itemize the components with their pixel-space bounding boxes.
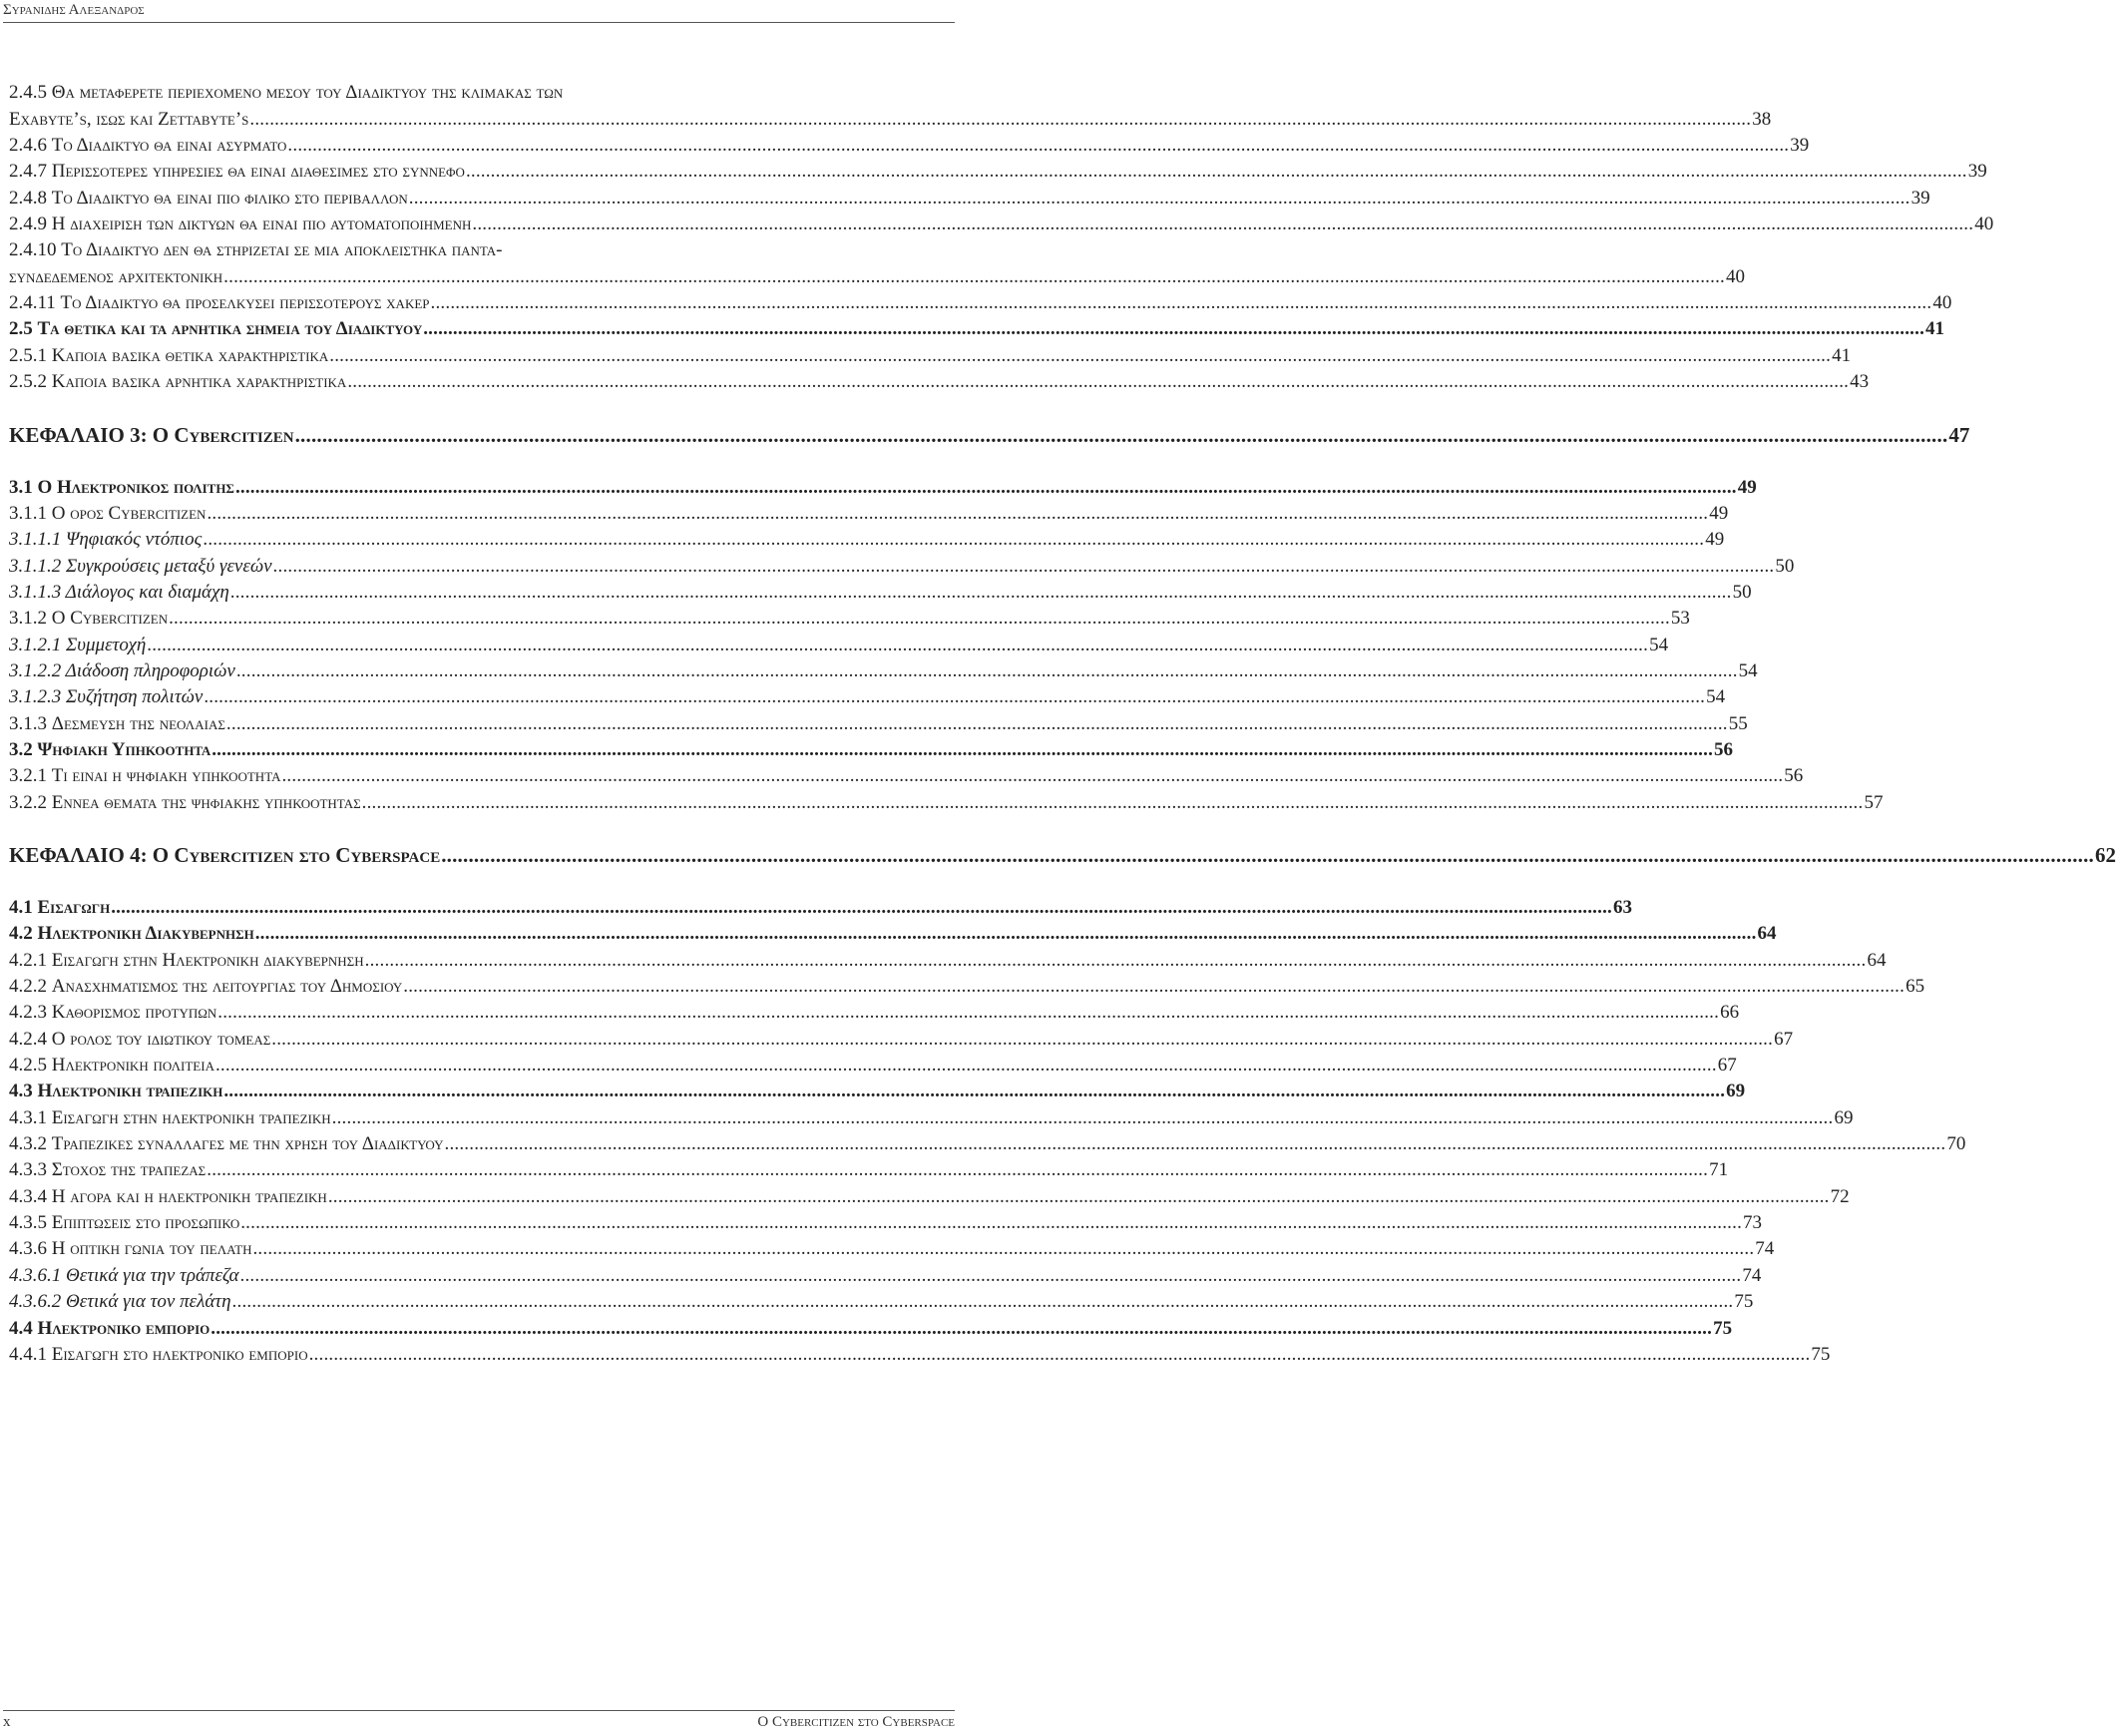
toc-entry-title — [9, 606, 168, 632]
toc-entry[interactable] — [9, 947, 1887, 973]
toc-spacer — [9, 395, 921, 421]
header-rule — [3, 22, 955, 23]
toc-entry-number: 4.3.5 — [9, 1212, 52, 1234]
toc-entry[interactable] — [9, 974, 1925, 1000]
toc-entry-number: 4.2 — [9, 923, 38, 945]
toc-entry-text: Η διαχειριση των δικτυων θα ειναι πιο αυτοματοποιημενη — [51, 214, 472, 235]
toc-entry-title — [9, 159, 465, 185]
toc-entry-text: Ηλεκτρονικη τραπεζικη — [37, 1081, 223, 1102]
toc-entry-number: 4.4.1 — [9, 1343, 52, 1365]
toc-entry-text: Το Διαδικτυο θα ειναι πιο φιλικο στο περιβαλλον — [51, 187, 408, 209]
toc-entry-number: 2.4.11 — [9, 292, 61, 314]
toc-entry-number: 3.1 — [9, 476, 38, 498]
toc-entry-title — [9, 501, 206, 527]
toc-dot-leader — [147, 633, 1648, 658]
toc-entry-title — [9, 921, 254, 947]
toc-entry-number: 4.2.3 — [9, 1002, 52, 1024]
toc-entry-title — [9, 1184, 327, 1210]
toc-entry-text: Θετικά για την τράπεζα — [66, 1264, 239, 1286]
toc-page-number: 72 — [1830, 1185, 1850, 1207]
toc-dot-leader — [403, 974, 1904, 1000]
toc-entry-number: 3.2.1 — [9, 765, 52, 787]
toc-entry-title — [9, 1131, 444, 1157]
toc-entry-text: Στοχος της τραπεζας — [51, 1159, 207, 1181]
toc-page-number: 49 — [1709, 502, 1729, 524]
toc-entry[interactable] — [9, 1000, 1740, 1026]
toc-entry[interactable] — [9, 263, 1745, 289]
toc-entry-number: 4.4 — [9, 1317, 38, 1339]
toc-dot-leader — [240, 1263, 1742, 1289]
toc-entry[interactable] — [9, 1104, 1854, 1130]
toc-entry-text: Συμμετοχή — [66, 634, 147, 655]
toc-dot-leader — [441, 842, 2094, 868]
toc-entry-number: 2.4.9 — [9, 214, 52, 235]
toc-section-entry[interactable] — [9, 316, 1945, 342]
toc-dot-leader — [295, 422, 1948, 448]
toc-entry-text: Τα θετικα και τα αρνητικα σημεια του Διαδικτυου — [37, 318, 423, 340]
toc-entry-title — [9, 1316, 210, 1342]
toc-entry-text: Δεσμευση της νεολαιας — [51, 712, 225, 734]
toc-section-entry[interactable] — [9, 921, 1777, 947]
toc-entry-number: 3.2 — [9, 738, 38, 760]
toc-entry-text: Διάδοση πληροφοριών — [65, 659, 235, 681]
toc-entry-title — [9, 974, 402, 1000]
toc-spacer — [9, 816, 921, 842]
toc-entry[interactable] — [9, 1157, 1729, 1183]
toc-entry[interactable] — [9, 763, 1804, 789]
toc-entry[interactable] — [9, 80, 921, 106]
toc-page-number: 40 — [1725, 265, 1745, 287]
toc-entry[interactable] — [9, 710, 1748, 736]
toc-page-number: 50 — [1732, 581, 1752, 603]
toc-entry[interactable] — [9, 237, 921, 263]
toc-dot-leader — [273, 554, 1775, 580]
toc-entry-number: 2.4.5 — [9, 82, 52, 104]
toc-entry-title — [9, 1157, 206, 1183]
toc-entry-text: Θα μεταφερετε περιεχομενο μεσου του Διαδικτυου της κλιμακας των — [51, 82, 564, 104]
toc-page-number: 39 — [1910, 187, 1930, 209]
toc-dot-leader — [111, 895, 1612, 921]
toc-entry-number: 4.2.4 — [9, 1028, 52, 1050]
toc-entry-number: 4.3.3 — [9, 1159, 52, 1181]
toc-entry-number: 4.3 — [9, 1081, 38, 1102]
toc-entry-number: 4.3.2 — [9, 1133, 52, 1155]
toc-entry-text: Το Διαδικτυο θα ειναι ασυρματο — [51, 135, 287, 157]
toc-dot-leader — [472, 212, 1973, 237]
toc-entry-title — [9, 763, 280, 789]
toc-entry[interactable] — [9, 1210, 1763, 1236]
toc-entry-title — [9, 580, 229, 606]
toc-dot-leader — [329, 343, 1831, 369]
toc-entry-number: 4.3.6.2 — [9, 1291, 66, 1313]
toc-entry-number: 2.5.1 — [9, 344, 52, 366]
toc-dot-leader — [249, 107, 1751, 133]
toc-entry[interactable] — [9, 658, 1758, 684]
toc-page-number: 54 — [1706, 686, 1726, 708]
toc-page-number: 43 — [1850, 371, 1870, 393]
toc-entry[interactable] — [9, 1183, 1850, 1209]
toc-page-number: 64 — [1867, 949, 1887, 971]
toc-entry-title — [9, 1263, 239, 1289]
toc-entry[interactable] — [9, 1236, 1775, 1262]
toc-entry-text: Ο ρολος του ιδιωτικου τομεας — [51, 1028, 271, 1050]
toc-entry-text: συνδεδεμενος αρχιτεκτονικη — [9, 265, 223, 287]
toc-entry-number: 2.5.2 — [9, 371, 52, 393]
toc-entry-number: 2.4.6 — [9, 135, 52, 157]
toc-entry[interactable] — [9, 1262, 1762, 1288]
toc-page-number: 69 — [1834, 1106, 1854, 1128]
toc-chapter-entry[interactable] — [9, 421, 1970, 447]
toc-entry[interactable] — [9, 1131, 1966, 1157]
toc-entry-title — [9, 1342, 308, 1368]
toc-entry-text: Ο Ηλεκτρονικος πολιτης — [37, 476, 234, 498]
toc-entry-number: 3.1.2.2 — [9, 659, 66, 681]
toc-entry-title — [9, 264, 222, 290]
toc-entry-number: 4.3.1 — [9, 1106, 52, 1128]
toc-entry-text: Ηλεκτρονικο εμποριο — [37, 1317, 211, 1339]
toc-entry-number: 4.2.1 — [9, 949, 52, 971]
toc-entry[interactable] — [9, 606, 1690, 632]
toc-dot-leader — [204, 684, 1705, 710]
toc-entry[interactable] — [9, 1289, 1754, 1315]
toc-entry-text: Εννεα θεματα της ψηφιακης υπηκοοτητας — [51, 791, 361, 813]
toc-section-entry[interactable] — [9, 1315, 1733, 1341]
toc-entry-number: 4.2.5 — [9, 1055, 52, 1077]
toc-page-number: 41 — [1832, 344, 1852, 366]
toc-section-entry[interactable] — [9, 737, 1734, 763]
toc-entry[interactable] — [9, 1053, 1737, 1079]
toc-entry-number: 3.1.1.1 — [9, 529, 66, 551]
toc-page-number: 70 — [1946, 1133, 1966, 1155]
toc-entry-title — [9, 842, 440, 868]
toc-entry[interactable] — [9, 342, 1852, 368]
toc-page-number: 69 — [1726, 1081, 1746, 1102]
toc-dot-leader — [332, 1105, 1834, 1131]
toc-page-number: 40 — [1932, 292, 1952, 314]
toc-page-number: 73 — [1743, 1212, 1763, 1234]
toc-page-number: 64 — [1757, 923, 1777, 945]
running-header — [3, 2, 145, 19]
toc-entry-text: Ο ορος Cybercitizen — [51, 502, 207, 524]
toc-entry[interactable] — [9, 1342, 1831, 1368]
toc-dot-leader — [255, 921, 1757, 947]
toc-entry[interactable] — [9, 185, 1930, 211]
toc-dot-leader — [235, 475, 1737, 501]
toc-entry[interactable] — [9, 632, 1669, 657]
toc-entry-title — [9, 633, 146, 658]
toc-entry[interactable] — [9, 1026, 1794, 1052]
toc-page-number: 54 — [1649, 634, 1669, 655]
toc-page-number: 39 — [1790, 135, 1810, 157]
toc-entry-text: Εισαγωγη στην Ηλεκτρονικη διακυβερνηση — [51, 949, 364, 971]
toc-page-number: 50 — [1775, 555, 1795, 577]
toc-entry-text: Ηλεκτρονικη Διακυβερνηση — [37, 923, 254, 945]
toc-dot-leader — [466, 159, 1967, 185]
toc-entry-number: 2.4.10 — [9, 239, 62, 261]
toc-entry-title — [9, 1105, 331, 1131]
toc-page-number: 66 — [1720, 1002, 1740, 1024]
toc-page-number: 67 — [1717, 1055, 1737, 1077]
toc-entry[interactable] — [9, 290, 1952, 316]
toc-entry-text: Ψηφιακη Υπηκοοτητα — [37, 738, 212, 760]
toc-entry-text: Εισαγωγη — [37, 897, 111, 918]
toc-entry-text: Εισαγωγη στην ηλεκτρονικη τραπεζικη — [51, 1106, 331, 1128]
toc-entry-title — [9, 343, 328, 369]
toc-page-number: 49 — [1705, 529, 1725, 551]
toc-entry-number: 2.5 — [9, 318, 38, 340]
toc-dot-leader — [423, 316, 1924, 342]
toc-dot-leader — [236, 658, 1738, 684]
footer-page-number: x — [3, 1714, 11, 1730]
toc-page-number: 40 — [1974, 214, 1994, 235]
toc-page-number: 62 — [2095, 843, 2116, 868]
toc-entry-text: ΚΕΦΑΛΑΙΟ 3: Ο Cybercitizen — [9, 422, 294, 447]
toc-page-number: 53 — [1670, 608, 1690, 630]
toc-entry-number: 3.1.1.3 — [9, 581, 66, 603]
toc-entry-number: 3.1.2.3 — [9, 686, 66, 708]
toc-entry-title — [9, 80, 563, 106]
toc-dot-leader — [409, 186, 1910, 212]
toc-dot-leader — [271, 1027, 1773, 1053]
toc-page-number: 49 — [1737, 476, 1757, 498]
toc-entry-title — [9, 237, 502, 263]
toc-page-number: 57 — [1864, 791, 1884, 813]
toc-dot-leader — [362, 790, 1864, 816]
toc-entry-text: Ηλεκτρονικη πολιτεια — [51, 1055, 214, 1077]
toc-entry-text: Διάλογος και διαμάχη — [65, 581, 229, 603]
toc-entry-text: Τραπεζικες συναλλαγες με την χρηση του Διαδικτυου — [51, 1133, 444, 1155]
toc-entry-number: 3.1.2.1 — [9, 634, 66, 655]
toc-dot-leader — [226, 711, 1728, 737]
toc-dot-leader — [252, 1236, 1754, 1262]
toc-entry-number: 4.3.6.1 — [9, 1264, 66, 1286]
toc-entry-number: 2.4.7 — [9, 161, 52, 183]
toc-dot-leader — [212, 737, 1713, 763]
toc-entry-title — [9, 475, 234, 501]
footer-rule — [3, 1710, 955, 1711]
toc-entry[interactable] — [9, 553, 1795, 579]
toc-entry-title — [9, 1079, 222, 1104]
toc-dot-leader — [287, 133, 1789, 159]
toc-entry-title — [9, 1053, 214, 1079]
toc-entry-title — [9, 527, 202, 553]
toc-entry[interactable] — [9, 580, 1752, 606]
toc-page-number: 54 — [1738, 659, 1758, 681]
toc-entry-text: Η οπτικη γωνια του πελατη — [51, 1238, 252, 1260]
toc-entry-title — [9, 1000, 216, 1026]
toc-dot-leader — [281, 763, 1783, 789]
toc-entry-title — [9, 369, 346, 395]
toc-entry-number: 3.1.1 — [9, 502, 52, 524]
toc-entry-text: Καποια βασικα αρνητικα χαρακτηριστικα — [51, 371, 347, 393]
toc-dot-leader — [328, 1184, 1830, 1210]
toc-section-entry[interactable] — [9, 1079, 1746, 1104]
toc-entry[interactable] — [9, 369, 1870, 395]
toc-entry-title — [9, 790, 361, 816]
toc-entry[interactable] — [9, 133, 1810, 159]
toc-dot-leader — [431, 290, 1932, 316]
toc-dot-leader — [365, 948, 1867, 974]
toc-dot-leader — [207, 501, 1708, 527]
toc-page-number: 55 — [1728, 712, 1748, 734]
toc-dot-leader — [211, 1316, 1712, 1342]
toc-entry-title — [9, 316, 422, 342]
toc-page-number: 38 — [1752, 108, 1772, 130]
toc-entry-title — [9, 186, 408, 212]
toc-entry-text: Επιπτωσεις στο προσωπικο — [51, 1212, 240, 1234]
toc-entry-number: 3.1.2 — [9, 608, 52, 630]
toc-entry-text: Συζήτηση πολιτών — [66, 686, 204, 708]
toc-entry[interactable] — [9, 159, 1987, 185]
toc-entry-text: Τι ειναι η ψηφιακη υπηκοοτητα — [51, 765, 281, 787]
toc-entry-text: Συγκρούσεις μεταξύ γενεών — [66, 555, 272, 577]
header-author: Συρανιδης Αλεξανδρος — [3, 2, 145, 18]
toc-dot-leader — [445, 1131, 1946, 1157]
toc-page-number: 56 — [1714, 738, 1734, 760]
toc-entry-title — [9, 1236, 251, 1262]
toc-section-entry[interactable] — [9, 895, 1632, 921]
toc-page-number: 47 — [1948, 422, 1970, 447]
toc-entry-number: 4.2.2 — [9, 976, 52, 998]
toc-spacer — [9, 868, 921, 894]
toc-entry-text: Καποια βασικα θετικα χαρακτηριστικα — [51, 344, 329, 366]
toc-dot-leader — [232, 1289, 1734, 1315]
toc-entry-title — [9, 1210, 239, 1236]
toc-dot-leader — [215, 1053, 1717, 1079]
toc-entry-title — [9, 895, 110, 921]
toc-page-number: 74 — [1742, 1264, 1762, 1286]
toc-entry-number: 4.3.4 — [9, 1185, 52, 1207]
toc-dot-leader — [230, 580, 1732, 606]
toc-page-number: 75 — [1734, 1291, 1754, 1313]
toc-entry-number: 3.2.2 — [9, 791, 52, 813]
toc-page-number: 56 — [1784, 765, 1804, 787]
toc-dot-leader — [203, 527, 1704, 553]
toc-entry-title — [9, 1027, 270, 1053]
toc-dot-leader — [309, 1342, 1811, 1368]
toc-entry-text: Περισσοτερες υπηρεσιες θα ειναι διαθεσιμες στο συννεφο — [51, 161, 465, 183]
toc-spacer — [9, 448, 921, 474]
toc-entry-title — [9, 1289, 231, 1315]
toc-entry-title — [9, 711, 225, 737]
toc-entry[interactable] — [9, 106, 1772, 132]
toc-entry[interactable] — [9, 501, 1729, 527]
toc-page-number: 71 — [1709, 1159, 1729, 1181]
toc-page-number: 67 — [1774, 1028, 1794, 1050]
toc-page-number: 74 — [1755, 1238, 1775, 1260]
toc-entry-title — [9, 658, 235, 684]
toc-dot-leader — [207, 1157, 1708, 1183]
toc-entry-title — [9, 554, 272, 580]
toc-entry-number: 3.1.3 — [9, 712, 52, 734]
toc-dot-leader — [240, 1210, 1742, 1236]
toc-page-number: 65 — [1905, 976, 1925, 998]
toc-entry[interactable] — [9, 789, 1884, 815]
toc-entry-text: Ψηφιακός ντόπιος — [66, 529, 203, 551]
toc-entry-text: Καθορισμος προτυπων — [51, 1002, 217, 1024]
toc-page-number: 75 — [1713, 1317, 1733, 1339]
toc-entry-title — [9, 684, 203, 710]
table-of-contents — [9, 80, 2116, 1368]
toc-dot-leader — [169, 606, 1670, 632]
toc-entry-text: Το Διαδικτυο δεν θα στηριζεται σε μια αποκλειστηκα παντα- — [61, 239, 503, 261]
toc-entry[interactable] — [9, 684, 1726, 710]
toc-entry-text: Ο Cybercitizen — [51, 608, 169, 630]
toc-entry-text: Εισαγωγη στο ηλεκτρονικο εμποριο — [51, 1343, 308, 1365]
toc-page-number: 39 — [1967, 161, 1987, 183]
toc-entry-title — [9, 948, 364, 974]
toc-section-entry[interactable] — [9, 474, 1757, 500]
toc-entry-number: 4.3.6 — [9, 1238, 52, 1260]
toc-entry-title — [9, 737, 211, 763]
toc-entry-title — [9, 422, 294, 448]
toc-entry-number: 4.1 — [9, 897, 38, 918]
toc-entry-number: 2.4.8 — [9, 187, 52, 209]
toc-entry-title — [9, 107, 248, 133]
toc-page-number: 75 — [1811, 1343, 1831, 1365]
toc-entry-text: Η αγορα και η ηλεκτρονικη τραπεζικη — [51, 1185, 327, 1207]
toc-entry-text: Αναςχηματισμος της λειτουργιας του Δημοσιου — [51, 976, 403, 998]
toc-entry-title — [9, 212, 471, 237]
toc-page-number: 63 — [1613, 897, 1632, 918]
toc-dot-leader — [223, 264, 1725, 290]
toc-dot-leader — [217, 1000, 1719, 1026]
toc-chapter-entry[interactable] — [9, 842, 2116, 868]
toc-entry-text: Exabyte’s, ισως και Zettabyte’s — [9, 108, 249, 130]
toc-entry-text: Θετικά για τον πελάτη — [66, 1291, 231, 1313]
toc-page-number: 41 — [1925, 318, 1945, 340]
toc-entry-text: Το Διαδικτυο θα προσελκυσει περισσοτερους χακερ — [60, 292, 430, 314]
toc-entry-text: ΚΕΦΑΛΑΙΟ 4: Ο Cybercitizen στο Cyberspace — [9, 843, 441, 868]
toc-entry[interactable] — [9, 527, 1725, 553]
toc-entry-number: 3.1.1.2 — [9, 555, 66, 577]
toc-entry-title — [9, 290, 430, 316]
toc-entry-title — [9, 133, 286, 159]
toc-dot-leader — [347, 369, 1849, 395]
toc-entry[interactable] — [9, 212, 1994, 237]
footer-title: Ο Cybercitizen στο Cyberspace — [757, 1714, 955, 1730]
toc-dot-leader — [223, 1079, 1725, 1104]
